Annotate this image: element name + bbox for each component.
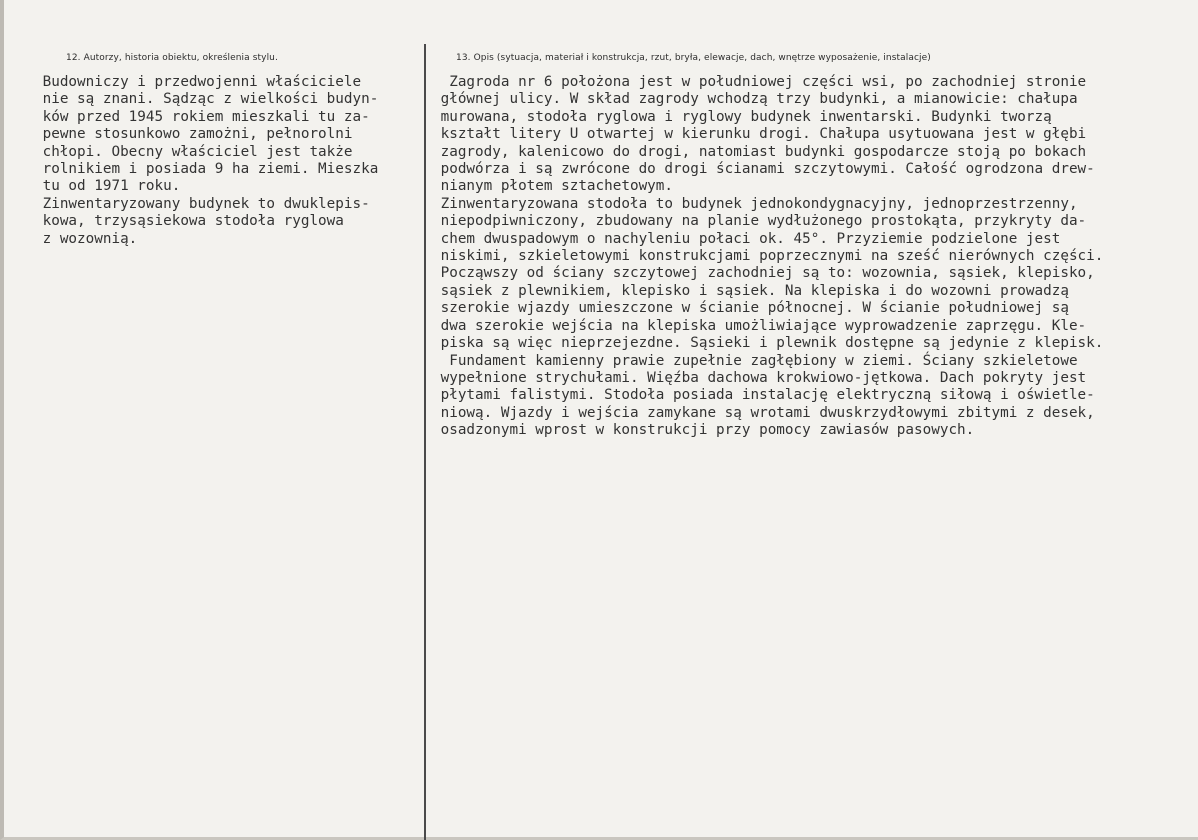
text-line: dwa szerokie wejścia na klepiska umożliwiające wyprowadzenie zaprzęgu. Kle- [432,317,1087,334]
text-line: szerokie wjazdy umieszczone w ścianie północnej. W ścianie południowej są [432,300,1069,317]
section-12-text [34,74,414,248]
section-12-heading: 12. Autorzy, historia obiektu, określenia stylu. [66,53,278,63]
text-line: Budowniczy i przedwojenni właściciele [34,74,362,90]
text-line: Począwszy od ściany szczytowej zachodniej są to: wozownia, sąsiek, klepisko, [432,265,1095,282]
text-line: rolnikiem i posiada 9 ha ziemi. Mieszka [34,161,379,178]
text-line: nianym płotem sztachetowym. [432,178,674,195]
text-line: Zagroda nr 6 położona jest w południowej części wsi, po zachodniej stronie [432,74,1087,90]
text-line: Zinwentaryzowana stodoła to budynek jednokondygnacyjny, jednoprzestrzenny, [432,195,1078,212]
text-line: płytami falistymi. Stodoła posiada instalację elektryczną siłową i oświetle- [432,387,1095,404]
text-line: kształt litery U otwartej w kierunku drogi. Chałupa usytuowana jest w głębi [432,126,1087,143]
section-13-text [432,74,1198,440]
text-line: niową. Wjazdy i wejścia zamykane są wrotami dwuskrzydłowymi zbitymi z desek, [432,404,1095,421]
text-line: niepodpiwniczony, zbudowany na planie wydłużonego prostokąta, przykryty da- [432,213,1087,230]
text-line: wypełnione strychułami. Więźba dachowa krokwiowo-jętkowa. Dach pokryty jest [432,369,1087,386]
text-line: osadzonymi wprost w konstrukcji przy pomocy zawiasów pasowych. [432,422,975,439]
text-line: ków przed 1945 rokiem mieszkali tu za- [34,108,370,125]
text-line: pewne stosunkowo zamożni, pełnorolni [34,126,353,143]
text-line: Fundament kamienny prawie zupełnie zagłębiony w ziemi. Ściany szkieletowe [432,352,1078,369]
text-line: murowana, stodoła ryglowa i ryglowy budynek inwentarski. Budynki tworzą [432,108,1052,125]
text-line: sąsiek z plewnikiem, klepisko i sąsiek. Na klepiska i do wozowni prowadzą [432,282,1069,299]
column-divider [424,44,426,840]
text-line: chem dwuspadowym o nachyleniu połaci ok. 45°. Przyziemie podzielone jest [432,230,1061,247]
text-line: głównej ulicy. W skład zagrody wchodzą trzy budynki, a mianowicie: chałupa [432,91,1078,108]
text-line: zagrody, kalenicowo do drogi, natomiast budynki gospodarcze stoją po bokach [432,143,1087,160]
text-line: tu od 1971 roku. [34,178,181,195]
text-line: piska są więc nieprzejezdne. Sąsieki i plewnik dostępne są jedynie z klepisk. [432,335,1104,352]
text-line: nie są znani. Sądząc z wielkości budyn- [34,91,379,108]
text-line: kowa, trzysąsiekowa stodoła ryglowa [34,213,344,230]
text-line: z wozownią. [34,230,138,247]
text-line: podwórza i są zwrócone do drogi ścianami szczytowymi. Całość ogrodzona drew- [432,161,1095,178]
section-13-heading: 13. Opis (sytuacja, materiał i konstrukcja, rzut, bryła, elewacje, dach, wnętrze wyposażenie, instalacje) [456,53,931,63]
text-line: niskimi, szkieletowymi konstrukcjami poprzecznymi na sześć nierównych części. [432,248,1104,265]
text-line: chłopi. Obecny właściciel jest także [34,143,353,160]
text-line: Zinwentaryzowany budynek to dwuklepis- [34,195,370,212]
